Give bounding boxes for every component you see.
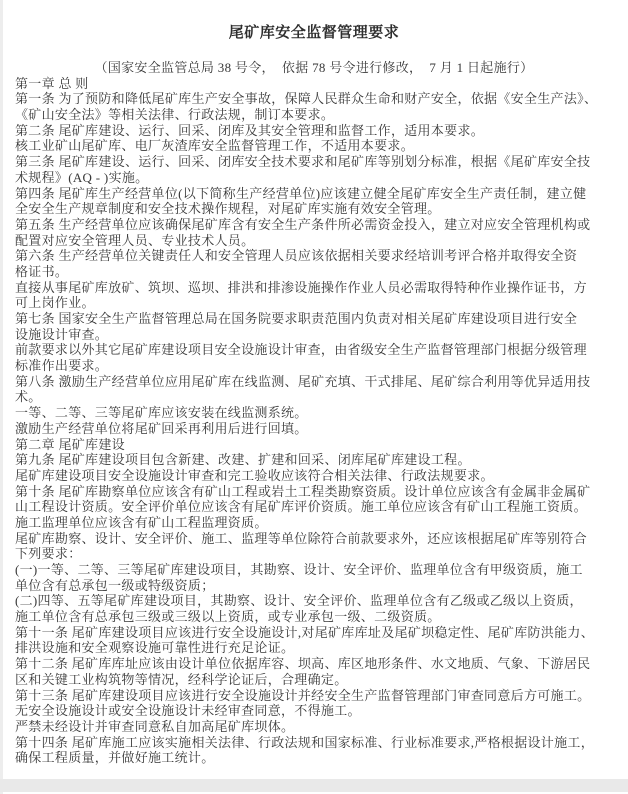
text-line: 确保工程质量，并做好施工统计。: [15, 750, 215, 766]
text-line: (二)四等、五等尾矿库建设项目，其勘察、设计、安全评价、监理单位含有乙级或乙级以上资质，: [15, 593, 583, 609]
text-line: 排洪设施和安全观察设施可靠性进行充足论证。: [15, 640, 295, 656]
text-line: 设施设计审查。: [15, 326, 109, 342]
text-line: 第十二条 尾矿库库址应该由设计单位依据库容、坝高、库区地形条件、水文地质、气象、下游居民: [15, 656, 591, 672]
text-line: 第六条 生产经营单位关键责任人和安全管理人员应该依据相关要求经培训考评合格并取得安全资: [15, 248, 578, 264]
text-line: 无安全设施设计或安全设施设计未经审查同意，不得施工。: [15, 703, 361, 719]
text-line: 第十四条 尾矿库施工应该实施相关法律、行政法规和国家标准、行业标准要求,严格根据设计施工，: [15, 734, 595, 750]
document-body: [0, 76, 628, 766]
text-line: 术规程》(AQ - )实施。: [15, 169, 149, 185]
text-line: 格证书。: [15, 263, 69, 279]
text-line: 尾矿库建设项目安全设施设计审查和完工验收应该符合相关法律、行政法规要求。: [15, 467, 494, 483]
text-line: 第一条 为了预防和降低尾矿库生产安全事故，保障人民群众生命和财产安全，依据《安全生产法》、: [15, 91, 598, 107]
document-subtitle: （国家安全监管总局 38 号令， 依据 78 号令进行修改， 7 月 1 日起施行）: [94, 60, 534, 75]
text-line: 山工程设计资质。安全评价单位应该含有尾矿库评价资质。施工单位应该含有矿山工程施工资质。: [15, 499, 587, 515]
text-line: 可上岗作业。: [15, 295, 95, 311]
text-line: 配置对应安全管理人员、专业技术人员。: [15, 232, 255, 248]
page-bottom-edge: [0, 779, 628, 792]
text-line: 第十三条 尾矿库建设项目应该进行安全设施设计并经安全生产监督管理部门审查同意后方可施工。: [15, 687, 591, 703]
text-line: 激励生产经营单位将尾矿回采再利用后进行回填。: [15, 420, 308, 436]
text-line: 前款要求以外其它尾矿库建设项目安全设施设计审查，由省级安全生产监督管理部门根据分级管理: [15, 342, 587, 358]
text-line: 第五条 生产经营单位应该确保尾矿库含有安全生产条件所必需资金投入，建立对应安全管理机构或: [15, 216, 591, 232]
text-line: (一)一等、二等、三等尾矿库建设项目，其勘察、设计、安全评价、监理单位含有甲级资质，施工: [15, 562, 583, 578]
text-line: 第八条 激励生产经营单位应用尾矿库在线监测、尾矿充填、干式排尾、尾矿综合利用等优异适用技: [15, 373, 591, 389]
text-line: 全安全生产规章制度和安全技术操作规程，对尾矿库实施有效安全管理。: [15, 201, 441, 217]
text-line: 术。: [15, 389, 42, 405]
text-line: 第一章 总 则: [15, 75, 89, 91]
text-line: 第二章 尾矿库建设: [15, 436, 125, 452]
text-line: 严禁未经设计并审查同意私自加高尾矿库坝体。: [15, 718, 295, 734]
text-line: 施工监理单位应该含有矿山工程监理资质。: [15, 514, 268, 530]
text-line: 第十一条 尾矿库建设项目应该进行安全设施设计,对尾矿库库址及尾矿坝稳定性、尾矿库防洪能力、: [15, 624, 595, 640]
text-line: 单位含有总承包一级或特级资质；: [15, 577, 215, 593]
text-line: 第九条 尾矿库建设项目包含新建、改建、扩建和回采、闭库尾矿库建设工程。: [15, 452, 471, 468]
page-title: 尾矿库安全监督管理要求: [228, 25, 400, 41]
text-line: 区和关键工业构筑物等情况，经科学论证后，合理确定。: [15, 671, 348, 687]
text-line: 第三条 尾矿库建设、运行、回采、闭库安全技术要求和尾矿库等别划分标准，根据《尾矿库安全技: [15, 154, 591, 170]
text-line: 第二条 尾矿库建设、运行、回采、闭库及其安全管理和监督工作，适用本要求。: [15, 122, 485, 138]
text-line: 尾矿库勘察、设计、安全评价、施工、监理等单位除符合前款要求外，还应该根据尾矿库等别符合: [15, 530, 587, 546]
text-line: 第十条 尾矿库勘察单位应该含有矿山工程或岩土工程类勘察资质。设计单位应该含有金属非金属矿: [15, 483, 591, 499]
text-line: 《矿山安全法》等相关法律、行政法规，制订本要求。: [15, 107, 335, 123]
text-line: 第四条 尾矿库生产经营单位(以下简称生产经营单位)应该建立健全尾矿库安全生产责任制，建立健: [15, 185, 587, 201]
text-line: 核工业矿山尾矿库、电厂灰渣库安全监督管理工作，不适用本要求。: [15, 138, 415, 154]
text-line: 下列要求：: [15, 546, 82, 562]
page-left-edge: [0, 0, 3, 794]
text-line: 第七条 国家安全生产监督管理总局在国务院要求职责范围内负责对相关尾矿库建设项目进行安全: [15, 311, 578, 327]
text-line: 标准作出要求。: [15, 358, 109, 374]
text-line: 施工单位含有总承包三级或三级以上资质，或专业承包一级、二级资质。: [15, 609, 441, 625]
text-line: 直接从事尾矿库放矿、筑坝、巡坝、排洪和排渗设施操作作业人员必需取得特种作业操作证书，方: [15, 279, 587, 295]
text-line: 一等、二等、三等尾矿库应该安装在线监测系统。: [15, 405, 308, 421]
